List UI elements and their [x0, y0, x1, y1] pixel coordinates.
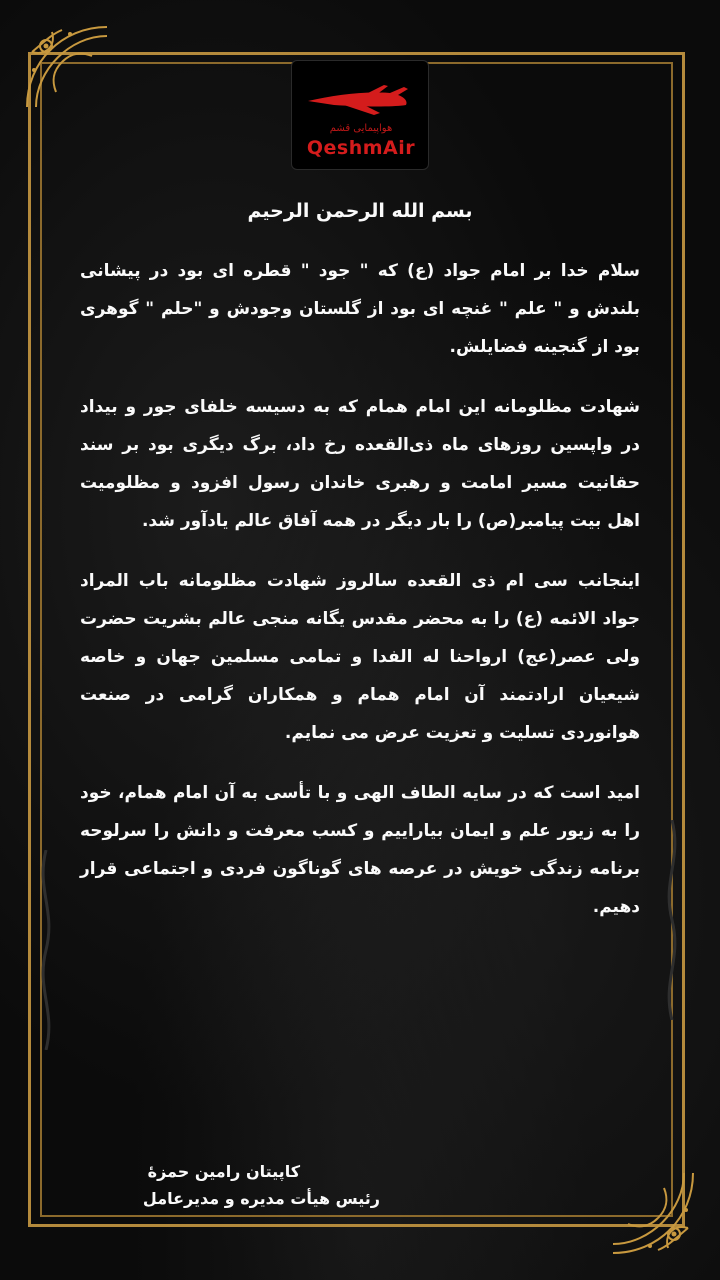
letter-paragraph-1: سلام خدا بر امام جواد (ع) که " جود " قطره ای بود در پیشانی بلندش و " علم " غنچه ای بود از گلستان وجودش و "حلم " گوهری بود از گنجینه فضایلش. — [80, 261, 640, 357]
side-flourish-right-icon — [660, 820, 684, 1020]
airplane-logo-icon — [304, 83, 416, 119]
corner-ornament-top-left-icon — [22, 22, 112, 112]
corner-ornament-bottom-right-icon — [608, 1168, 698, 1258]
condolence-letter — [80, 200, 640, 948]
qeshm-air-logo — [291, 60, 429, 170]
letter-paragraph-2: شهادت مظلومانه این امام همام که به دسیسه خلفای جور و بیداد در واپسین روزهای ماه ذی‌القعده رخ داد، برگ دیگری بود بر سند حقانیت مسیر امامت و رهبری خاندان رسول افزود و مظلومیت اهل بیت پیامبر(ص) را بار دیگر در همه آفاق عالم یادآور شد. — [80, 397, 640, 531]
letter-paragraph-3: اینجانب سی ام ذی القعده سالروز شهادت مظلومانه باب المراد جواد الائمه (ع) را به محضر مقدس یگانه منجی عالم بشریت حضرت ولی عصر(عج) ارواحنا له الفدا و تمامی مسلمین جهان و خاصه شیعیان ارادتمند آن امام همام و همکاران گرامی در صنعت هوانوردی تسلیت و تعزیت عرض می نمایم. — [80, 571, 640, 743]
logo-persian-text: هواپیمایی قشم — [329, 123, 393, 134]
letter-heading: بسم الله الرحمن الرحیم — [247, 200, 473, 222]
side-flourish-left-icon — [34, 850, 58, 1050]
logo-english-text: QeshmAir — [306, 137, 416, 159]
letter-paragraph-4: امید است که در سایه الطاف الهی و با تأسی به آن امام همام، خود را به زیور علم و ایمان بیاراییم و کسب معرفت و دانش را سرلوحه برنامه زندگی خویش در عرصه های گوناگون فردی و اجتماعی قرار دهیم. — [80, 783, 640, 917]
signature-block — [60, 1160, 380, 1214]
signer-name: کاپیتان رامین حمزهٔ — [147, 1162, 300, 1181]
signer-title: رئیس هیأت مدیره و مدیرعامل — [142, 1189, 380, 1208]
